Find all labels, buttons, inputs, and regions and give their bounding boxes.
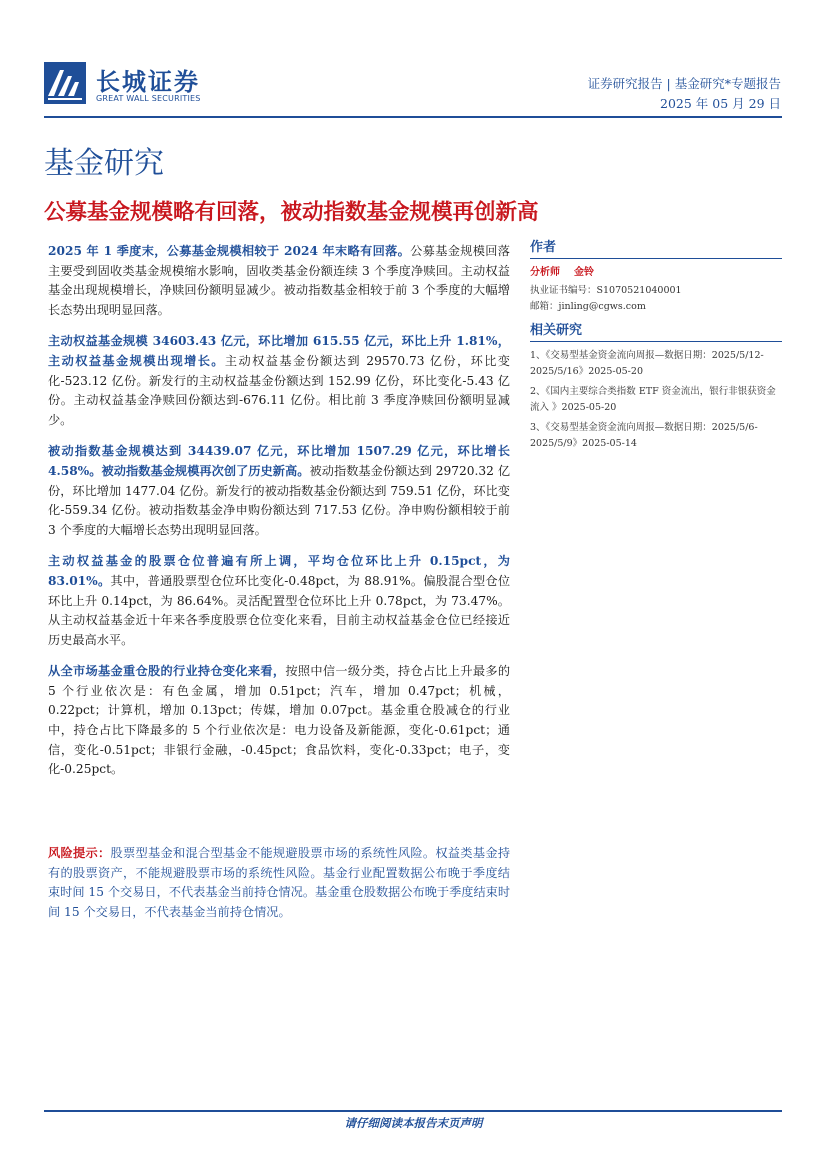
related-item[interactable]: 3、《交易型基金资金流向周报—数据日期：2025/5/6-2025/5/9》2025-05-14 <box>530 422 758 449</box>
paragraph-lead: 主动权益基金的股票仓位普遍有所上调，平均仓位环比上升 0.15pct，为 83.01%。 <box>48 554 510 588</box>
analyst-role: 分析师 <box>530 267 560 278</box>
risk-warning <box>48 844 510 922</box>
footer-disclaimer: 请仔细阅读本报告末页声明 <box>344 1116 483 1130</box>
report-meta <box>588 74 781 114</box>
great-wall-logo-icon <box>44 62 86 104</box>
paragraph-lead: 主动权益基金规模 34603.43 亿元，环比增加 615.55 亿元，环比上升 1.81%，主动权益基金规模出现增长。 <box>48 334 510 368</box>
summary-body <box>48 242 510 792</box>
summary-paragraph <box>48 442 510 540</box>
footer-divider <box>44 1110 782 1112</box>
summary-paragraph <box>48 332 510 430</box>
paragraph-body: 被动指数基金份额达到 29720.32 亿份，环比增加 1477.04 亿份。新发行的被动指数基金份额达到 759.51 亿份，环比变化-559.34 亿份。被动指数基金净申购份额达到 717.53 亿份。净申购份额相较于前 3 个季度的大幅增长态势出现明显回落。 <box>48 463 511 537</box>
paragraph-lead: 从全市场基金重仓股的行业持仓变化来看， <box>48 664 286 679</box>
analyst-name: 金铃 <box>574 267 594 278</box>
related-list <box>530 348 782 452</box>
paragraph-body: 其中，普通股票型仓位环比变化-0.48pct，为 88.91%。偏股混合型仓位环比上升 0.14pct，为 86.64%。灵活配置型仓位环比上升 0.78pct，为 73.47%。从主动权益基金近十年来各季度股票仓位变化来看，目前主动权益基金仓位已经接近历史最高水平。 <box>48 573 511 647</box>
summary-paragraph <box>48 662 510 780</box>
logo-chinese-text: 长城证券 <box>96 68 200 96</box>
risk-body: 股票型基金和混合型基金不能规避股票市场的系统性风险。权益类基金持有的股票资产，不能规避股票市场的系统性风险。基金行业配置数据公布晚于季度结束时间 15 个交易日，不代表基金当前持仓情况。基金重仓股数据公布晚于季度结束时间 15 个交易日，不代表基金当前持仓情况。 <box>48 846 511 919</box>
paragraph-lead: 2025 年 1 季度末，公募基金规模相较于 2024 年末略有回落。 <box>48 244 411 258</box>
report-type: 证券研究报告 | 基金研究*专题报告 <box>587 76 781 91</box>
report-date: 2025 年 05 月 29 日 <box>660 96 781 111</box>
analyst-line <box>530 265 782 281</box>
summary-paragraph <box>48 242 510 320</box>
analyst-email[interactable]: 邮箱：jinling@cgws.com <box>530 301 646 312</box>
section-title: 基金研究 <box>44 146 164 181</box>
header-divider <box>44 116 782 118</box>
paragraph-body: 按照中信一级分类，持仓占比上升最多的 5 个行业依次是：有色金属，增加 0.51pct；汽车，增加 0.47pct；机械，0.22pct；计算机，增加 0.13pct；传媒，增加 0.07pct。基金重仓股减仓的行业中，持仓占比下降最多的 5 个行业依次是：电力设备及新能源，变化-0.61pct；通信，变化-0.51pct；非银行金融，-0.45pct；食品饮料，变化-0.33pct；电子，变化-0.25pct。 <box>48 664 511 777</box>
related-heading: 相关研究 <box>530 323 782 342</box>
analyst-license: 执业证书编号：S1070521040001 <box>530 285 682 296</box>
sidebar <box>530 240 782 456</box>
company-logo <box>44 62 224 110</box>
logo-english-text: GREAT WALL SECURITIES <box>96 94 201 103</box>
related-item[interactable]: 2、《国内主要综合类指数 ETF 资金流出，银行非银获资金流入 》2025-05-20 <box>530 386 776 413</box>
related-item[interactable]: 1、《交易型基金资金流向周报—数据日期：2025/5/12-2025/5/16》2025-05-20 <box>530 350 764 377</box>
report-headline: 公募基金规模略有回落，被动指数基金规模再创新高 <box>44 200 539 225</box>
paragraph-body: 主动权益基金份额达到 29570.73 亿份，环比变化-523.12 亿份。新发行的主动权益基金份额达到 152.99 亿份，环比变化-5.43 亿份。主动权益基金净赎回份额达到-676.11 亿份。相比前 3 季度净赎回份额明显减少。 <box>48 353 510 427</box>
paragraph-lead: 被动指数基金规模达到 34439.07 亿元，环比增加 1507.29 亿元，环比增长 4.58%。被动指数基金规模再次创了历史新高。 <box>48 444 510 478</box>
summary-paragraph <box>48 552 510 650</box>
author-heading: 作者 <box>530 240 782 259</box>
risk-lead: 风险提示： <box>48 846 111 860</box>
paragraph-body: 公募基金规模回落主要受到固收类基金规模缩水影响，固收类基金份额连续 3 个季度净赎回。主动权益基金出现规模增长，净赎回份额明显减少。被动指数基金相较于前 3 个季度的大幅增长态势出现明显回落。 <box>48 244 510 317</box>
